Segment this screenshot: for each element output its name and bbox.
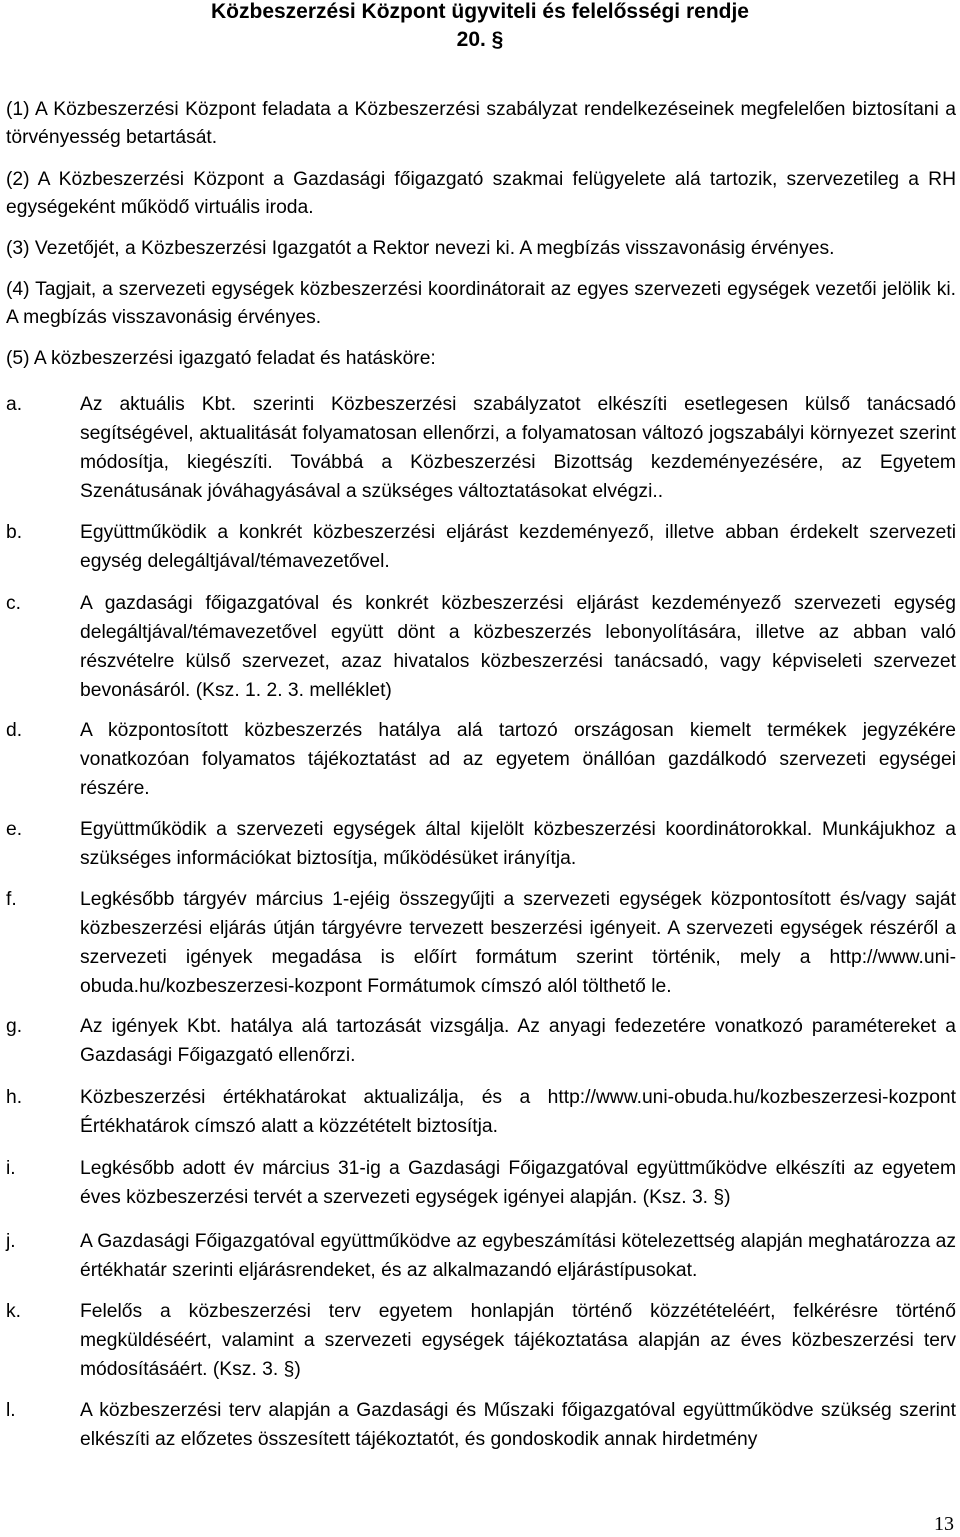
- list-item-l: [6, 1396, 956, 1454]
- list-marker: g.: [6, 1016, 23, 1037]
- paragraph-1: (1) A Közbeszerzési Központ feladata a Közbeszerzési szabályzat rendelkezéseinek megfelelően biztosítani a törvényesség betartását.: [6, 99, 956, 148]
- list-item-text: Felelős a közbeszerzési terv egyetem honlapján történő közzétételéért, felkérésre történő megküldéséért, valamint a szervezeti egységek tájékoztatása alapján az éves közbeszerzési terv módosításáért. (Ksz. 3. §): [80, 1301, 956, 1380]
- list-item-text: A gazdasági főigazgatóval és konkrét közbeszerzési eljárást kezdeményező szervezeti egység delegáltjával/témavezetővel együtt dönt a közbeszerzés lebonyolítására, illetve az abban való részvételre külső szervezet, azaz hivatalos közbeszerzési tanácsadó, vagy képviseleti szervezet bevonásáról. (Ksz. 1. 2. 3. melléklet): [80, 593, 956, 701]
- list-marker: k.: [6, 1301, 21, 1322]
- list-item-d: [6, 716, 956, 803]
- list-item-text: Legkésőbb tárgyév március 1-ejéig összegyűjti a szervezeti egységek központosított és/vagy saját közbeszerzési eljárás útján tárgyévre tervezett beszerzési igényeit. A szervezeti egységek részéről a szervezeti igények megadása is előírt formátum szerint történik, mely a http://www.uni-obuda.hu/kozbeszerzesi-kozpont Formátumok címszó alól tölthető le.: [80, 889, 956, 997]
- list-marker: b.: [6, 522, 23, 543]
- paragraph-2: (2) A Közbeszerzési Központ a Gazdasági főigazgató szakmai felügyelete alá tartozik, szervezetileg a RH egységeként működő virtuális iroda.: [6, 169, 956, 218]
- list-item-j: [6, 1227, 956, 1285]
- list-item-text: Az igények Kbt. hatálya alá tartozását vizsgálja. Az anyagi fedezetére vonatkozó paramétereket a Gazdasági Főigazgató ellenőrzi.: [80, 1016, 956, 1066]
- list-item-i: [6, 1154, 956, 1212]
- list-marker: h.: [6, 1087, 23, 1108]
- page-number: 13: [934, 1513, 954, 1535]
- list-item-text: Együttműködik a konkrét közbeszerzési eljárást kezdeményező, illetve abban érdekelt szervezeti egység delegáltjával/témavezetővel.: [80, 522, 956, 572]
- paragraph-5: (5) A közbeszerzési igazgató feladat és hatásköre:: [6, 348, 436, 369]
- list-item-text: Együttműködik a szervezeti egységek által kijelölt közbeszerzési koordinátorokkal. Munkájukhoz a szükséges információkat biztosítja, működésüket irányítja.: [80, 819, 956, 869]
- list-item-text: Az aktuális Kbt. szerinti Közbeszerzési szabályzatot elkészíti esetlegesen külső tanácsadó segítségével, aktualitását folyamatosan ellenőrzi, a folyamatosan változó jogszabályi környezet szerint módosítja, kiegészíti. Továbbá a Közbeszerzési Bizottság kezdeményezésére, az Egyetem Szenátusának jóváhagyásával a szükséges változtatásokat elvégzi..: [80, 394, 956, 502]
- list-item-h: [6, 1083, 956, 1141]
- list-marker: c.: [6, 593, 21, 614]
- list-marker: i.: [6, 1158, 16, 1179]
- list-marker: a.: [6, 394, 23, 415]
- list-item-g: [6, 1012, 956, 1070]
- list-marker: e.: [6, 819, 23, 840]
- list-item-c: [6, 589, 956, 705]
- list-item-text: Közbeszerzési értékhatárokat aktualizálja, és a http://www.uni-obuda.hu/kozbeszerzesi-kozpont Értékhatárok címszó alatt a közzétételt biztosítja.: [80, 1087, 956, 1137]
- list-item-text: Legkésőbb adott év március 31-ig a Gazdasági Főigazgatóval együttműködve elkészíti az egyetem éves közbeszerzési tervét a szervezeti egységek igényei alapján. (Ksz. 3. §): [80, 1158, 956, 1208]
- list-item-f: [6, 885, 956, 1001]
- list-item-text: A közbeszerzési terv alapján a Gazdasági és Műszaki főigazgatóval együttműködve szükség szerint elkészíti az előzetes összesített tájékoztatót, és gondoskodik annak hirdetmény: [80, 1400, 956, 1450]
- list-marker: f.: [6, 889, 17, 910]
- document-title: Közbeszerzési Központ ügyviteli és felelősségi rendje: [211, 0, 749, 23]
- paragraph-4: (4) Tagjait, a szervezeti egységek közbeszerzési koordinátorait az egyes szervezeti egységek vezetői jelölik ki. A megbízás visszavonásig érvényes.: [6, 279, 956, 328]
- list-item-e: [6, 815, 956, 873]
- list-marker: l.: [6, 1400, 16, 1421]
- list-item-a: [6, 390, 956, 506]
- section-number: 20. §: [456, 28, 504, 51]
- paragraph-3: (3) Vezetőjét, a Közbeszerzési Igazgatót a Rektor nevezi ki. A megbízás visszavonásig érvényes.: [6, 238, 835, 259]
- list-item-k: [6, 1297, 956, 1384]
- list-item-text: A Gazdasági Főigazgatóval együttműködve az egybeszámítási kötelezettség alapján meghatározza az értékhatár szerinti eljárásrendeket, és az alkalmazandó eljárástípusokat.: [80, 1231, 956, 1281]
- list-item-b: [6, 518, 956, 576]
- list-item-text: A központosított közbeszerzés hatálya alá tartozó országosan kiemelt termékek jegyzékére vonatkozóan folyamatos tájékoztatást ad az egyetem önállóan gazdálkodó szervezeti egységei részére.: [80, 720, 956, 799]
- list-marker: j.: [6, 1231, 16, 1252]
- list-marker: d.: [6, 720, 23, 741]
